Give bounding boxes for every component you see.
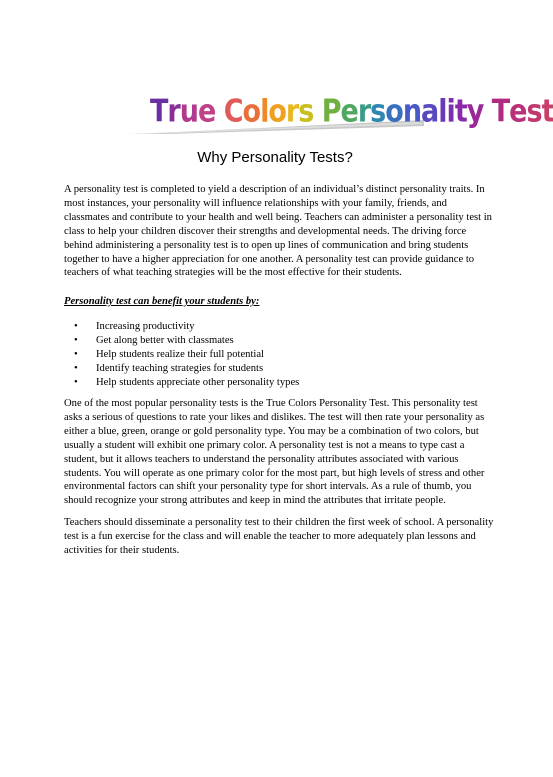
teachers-paragraph: Teachers should disseminate a personality test to their children the first week of school. A personality test is a fun exercise for the class and will enable the teacher to more adequately plan lessons and activities for their students.: [64, 517, 494, 556]
benefits-list: [72, 320, 492, 390]
list-item: • Identify teaching strategies for students: [74, 362, 264, 374]
list-item: • Help students realize their full potential: [74, 348, 264, 360]
list-item: • Increasing productivity: [74, 321, 195, 332]
bullet-icon: •: [74, 376, 78, 388]
true-colors-logo: [128, 92, 553, 138]
true-colors-paragraph: One of the most popular personality tests is the True Colors Personality Test. This personality test asks a serious of questions to rate your likes and dislikes. The test will then rate your personality as either a blue, green, orange or gold personality type. You may be a combination of two colors, but usually a student will exhibit one primary color. A personality test is not a means to type cast a student, but it allows teachers to understand the personality attributes associated with various students. You will operate as one primary color for the most part, but high levels of stress and other environmental factors can shift your personality type for short intervals. As a rule of thumb, you should recognize your strong attributes and keep in mind the attributes that irritate people.: [64, 398, 485, 507]
list-item: • Help students appreciate other personality types: [74, 376, 300, 388]
benefits-heading: Personality test can benefit your students by:: [64, 296, 260, 307]
intro-paragraph: A personality test is completed to yield a description of an individual’s distinct personality traits. In most instances, your personality will influence relationships with your family, friends, and classmates and contribute to your health and well being. Teachers can administer a personality test in class to help your children discover their strengths and developmental needs. The driving force behind administering a personality test is to open up lines of communication and bring students together to have a higher appreciation for one another. A personality test can provide guidance to teachers of what teaching strategies will be the most effective for their students.: [64, 184, 492, 279]
list-item: • Get along better with classmates: [74, 334, 234, 346]
bullet-icon: •: [74, 321, 78, 332]
bullet-icon: •: [74, 362, 78, 374]
logo-title: True Colors Personality Test: [150, 94, 553, 130]
bullet-icon: •: [74, 334, 78, 346]
bullet-icon: •: [74, 348, 78, 360]
page-title: Why Personality Tests?: [197, 149, 353, 166]
